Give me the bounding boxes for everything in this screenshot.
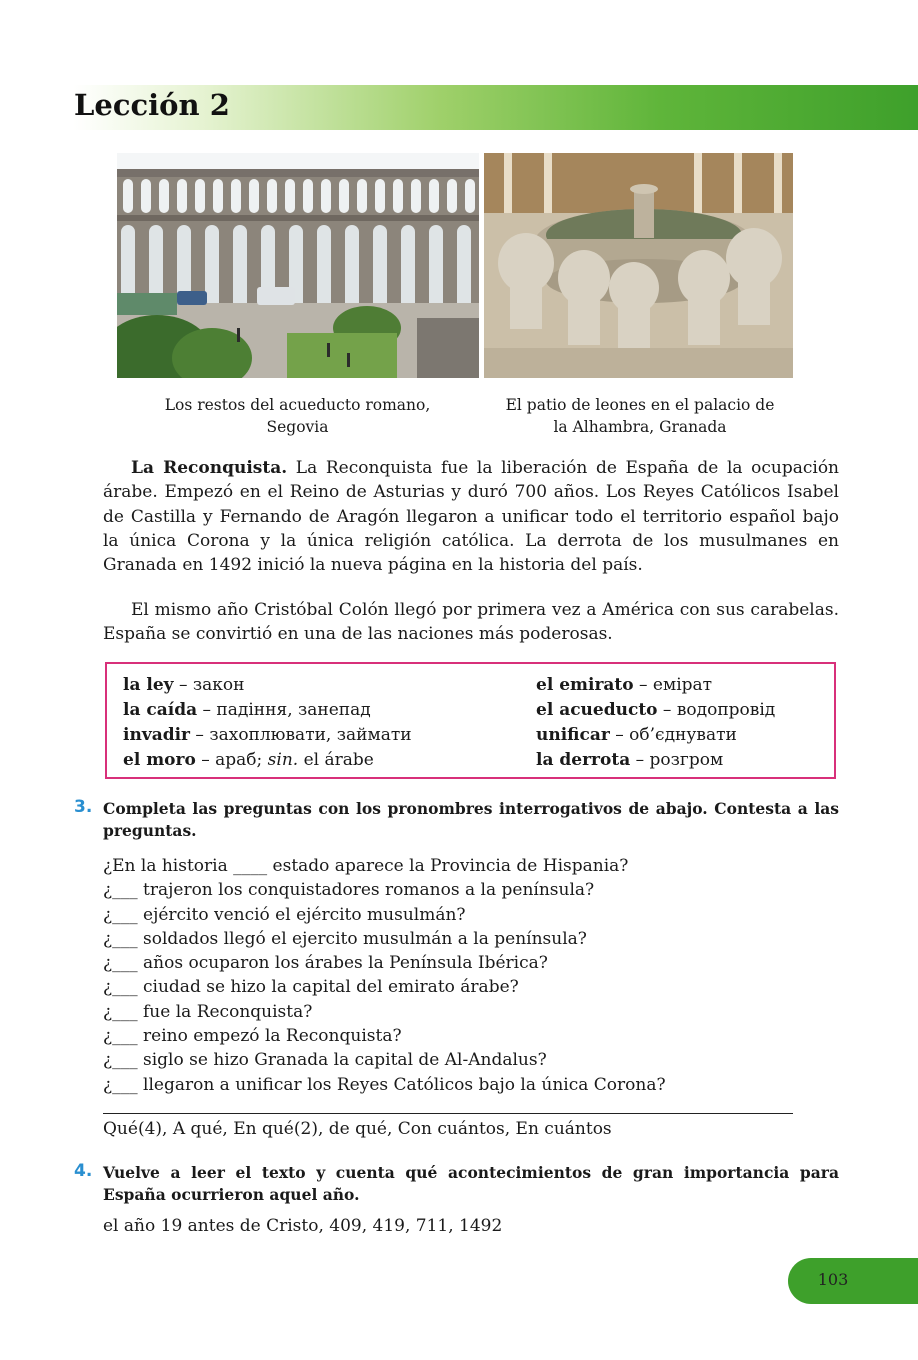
options-divider [103, 1113, 793, 1114]
aqueduct-photo [117, 153, 479, 378]
reconquista-body: La Reconquista fue la liberación de España de la ocupación árabe. Empezó en el Reino de Asturias y duró 700 años. Los Reyes Católicos Isabel de Castilla y Fernando de Aragón llegaron a unificar todo el territorio español bajo la única Corona y la única religión católica. La derrota de los musulmanes en Granada en 1492 inició la nueva página en la historia del país. [103, 458, 839, 576]
lions-fountain-photo [484, 153, 793, 378]
question-item: ¿___ fue la Reconquista? [103, 1001, 313, 1022]
exercise-3-questions [103, 854, 666, 1097]
vocab-entry: invadir – захоплювати, займати [123, 725, 412, 745]
question-item: ¿___ soldados llegó el ejercito musulmán a la península? [103, 928, 587, 949]
lesson-title: Lección 2 [74, 88, 230, 122]
question-item: ¿___ trajeron los conquistadores romanos a la península? [103, 880, 595, 901]
aqueduct-caption: Los restos del acueducto romano, Segovia [164, 396, 431, 436]
vocab-entry: la ley – закон [123, 675, 245, 695]
question-item: ¿___ siglo se hizo Granada la capital de Al-Andalus? [103, 1050, 547, 1071]
vocab-entry: la derrota – розгром [536, 750, 724, 770]
question-item: ¿En la historia ____ estado aparece la Provincia de Hispania? [103, 856, 629, 876]
vocab-entry: el moro – араб; sin. el árabe [123, 750, 374, 770]
reconquista-paragraph [103, 456, 839, 577]
question-item: ¿___ ciudad se hizo la capital del emirato árabe? [103, 977, 519, 998]
vocabulary-box [105, 662, 836, 779]
vocab-entry: el emirato – емірат [536, 675, 713, 695]
exercise-3-number: 3. [74, 797, 93, 817]
exercise-4-years: el año 19 antes de Cristo, 409, 419, 711, 1492 [103, 1216, 503, 1236]
colon-paragraph: El mismo año Cristóbal Colón llegó por primera vez a América con sus carabelas. España se convirtió en una de las naciones más poderosas. [103, 600, 839, 645]
question-item: ¿___ reino empezó la Reconquista? [103, 1026, 402, 1047]
exercise-3-options: Qué(4), A qué, En qué(2), de qué, Con cuántos, En cuántos [103, 1119, 612, 1139]
page-number: 103 [817, 1270, 849, 1289]
question-item: ¿___ años ocuparon los árabes la Península Ibérica? [103, 953, 548, 974]
exercise-4-number: 4. [74, 1161, 93, 1181]
vocab-entry: la caída – падіння, занепад [123, 700, 371, 720]
reconquista-lead: La Reconquista. [131, 458, 288, 478]
vocabulary-column-right [536, 673, 775, 773]
exercise-4-instruction: Vuelve a leer el texto y cuenta qué acontecimientos de gran importancia para España ocurrieron aquel año. [103, 1163, 839, 1204]
exercise-3-instruction: Completa las preguntas con los pronombres interrogativos de abajo. Contesta a las preguntas. [103, 799, 839, 840]
question-item: ¿___ ejército venció el ejército musulmán? [103, 904, 466, 925]
vocab-entry: unificar – об’єднувати [536, 725, 737, 745]
vocabulary-column-left [123, 673, 412, 773]
vocab-entry: el acueducto – водопровід [536, 700, 776, 720]
lions-caption: El patio de leones en el palacio de la Alhambra, Granada [505, 396, 775, 436]
question-item: ¿___ llegaron a unificar los Reyes Católicos bajo la única Corona? [103, 1074, 666, 1095]
